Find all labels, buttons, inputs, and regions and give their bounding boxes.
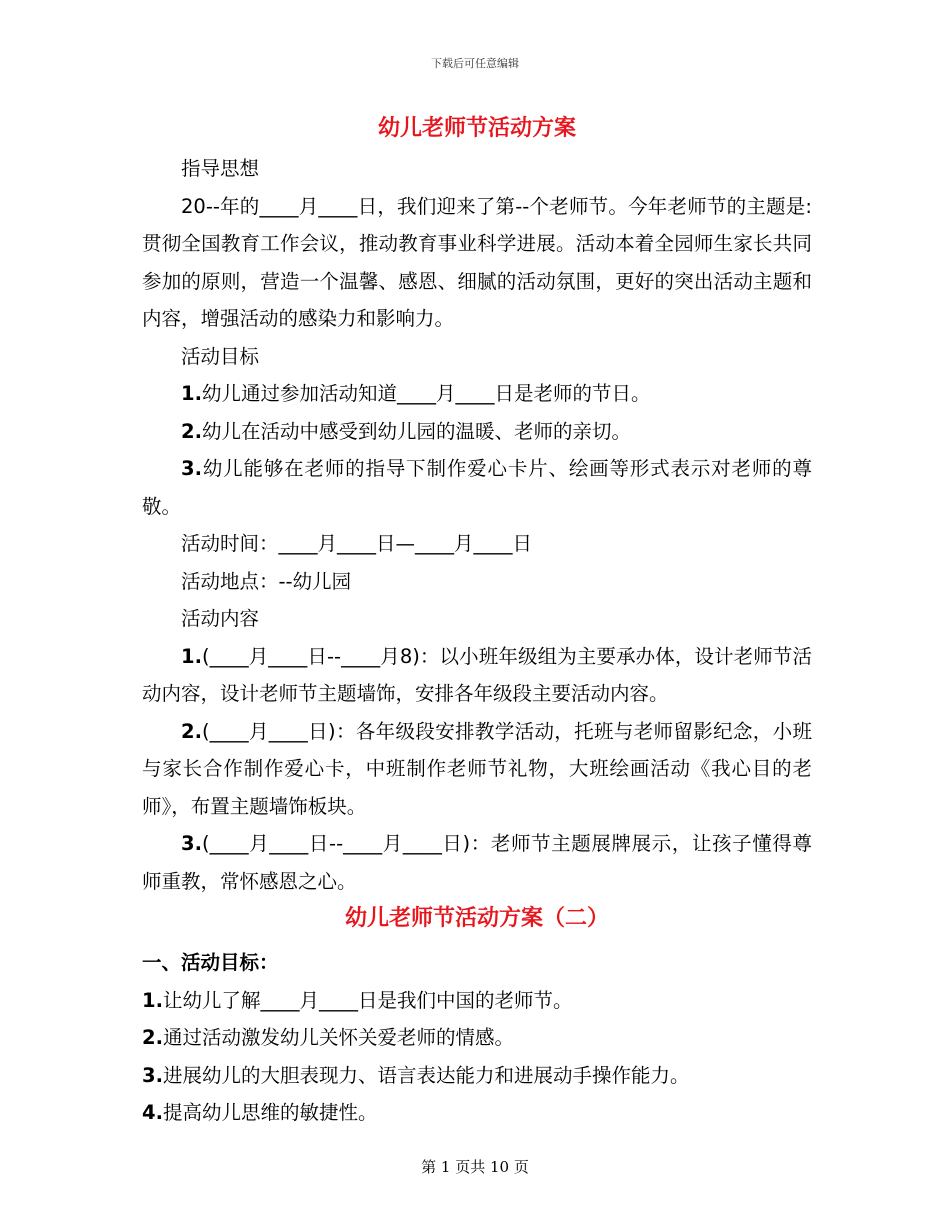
activity-place: 活动地点：--幼儿园: [181, 569, 352, 593]
activity-time: 活动时间：____月____日—____月____日: [181, 532, 533, 555]
section2-number: 4.: [142, 1101, 163, 1124]
goal-number: 3.: [181, 457, 202, 480]
document-body: [142, 112, 812, 1132]
content-item-3: [142, 825, 812, 900]
guide-paragraph: 20--年的____月____日，我们迎来了第--个老师节。今年老师节的主题是:贯彻全国教育工作会议，推动教育事业科学进展。活动本着全园师生家长共同参加的原则，营造一个温馨、感恩、细腻的活动氛围，更好的突出活动主题和内容，增强活动的感染力和影响力。: [142, 194, 812, 330]
section2-number: 3.: [142, 1063, 163, 1087]
section2-item-3: [142, 1057, 812, 1095]
section2-text: 通过活动激发幼儿关怀关爱老师的情感。: [162, 1026, 514, 1049]
content-text: (____月____日--____月____日)：老师节主题展牌展示，让孩子懂得尊师重教，常怀感恩之心。: [142, 832, 812, 893]
content-number: 1.: [181, 644, 202, 668]
content-text: (____月____日--____月8)：以小班年级组为主要承办体，设计老师节活动内容，设计老师节主题墙饰，安排各年级段主要活动内容。: [142, 644, 812, 705]
goal-item-1: [142, 375, 812, 413]
goal-item-3: [142, 450, 812, 525]
section2-item-1: [142, 982, 812, 1020]
content-item-2: [142, 713, 812, 826]
goal-item-2: [142, 413, 812, 451]
goal-number: 2.: [181, 419, 202, 443]
section2-heading: 一、活动目标：: [142, 951, 279, 974]
goal-text: 幼儿能够在老师的指导下制作爱心卡片、绘画等形式表示对老师的尊敬。: [142, 457, 812, 518]
content-number: 3.: [181, 832, 202, 855]
page-header: 下载后可任意编辑: [431, 57, 519, 70]
goal-number: 1.: [181, 382, 202, 405]
goal-text: 幼儿通过参加活动知道____月____日是老师的节日。: [201, 382, 651, 405]
section2-item-4: [142, 1094, 812, 1132]
section2-text: 让幼儿了解____月____日是我们中国的老师节。: [162, 988, 573, 1012]
document-title-2: 幼儿老师节活动方案（二）: [344, 906, 609, 931]
section2-item-2: [142, 1019, 812, 1057]
section2-text: 进展幼儿的大胆表现力、语言表达能力和进展动手操作能力。: [162, 1063, 690, 1087]
section2-number: 2.: [142, 1026, 163, 1049]
guide-heading: 指导思想: [181, 157, 260, 180]
content-number: 2.: [181, 719, 202, 743]
document-title: 幼儿老师节活动方案: [377, 116, 576, 141]
content-text: (____月____日)：各年级段安排教学活动，托班与老师留影纪念，小班与家长合作制作爱心卡，中班制作老师节礼物，大班绘画活动《我心目的老师》，布置主题墙饰板块。: [142, 719, 812, 818]
page-footer: 第 1 页共 10 页: [421, 1158, 529, 1176]
goals-heading: 活动目标: [181, 344, 260, 368]
content-heading: 活动内容: [181, 607, 260, 630]
section2-text: 提高幼儿思维的敏捷性。: [162, 1101, 378, 1124]
content-item-1: [142, 638, 812, 713]
section2-number: 1.: [142, 988, 163, 1012]
goal-text: 幼儿在活动中感受到幼儿园的温暖、老师的亲切。: [201, 419, 631, 443]
